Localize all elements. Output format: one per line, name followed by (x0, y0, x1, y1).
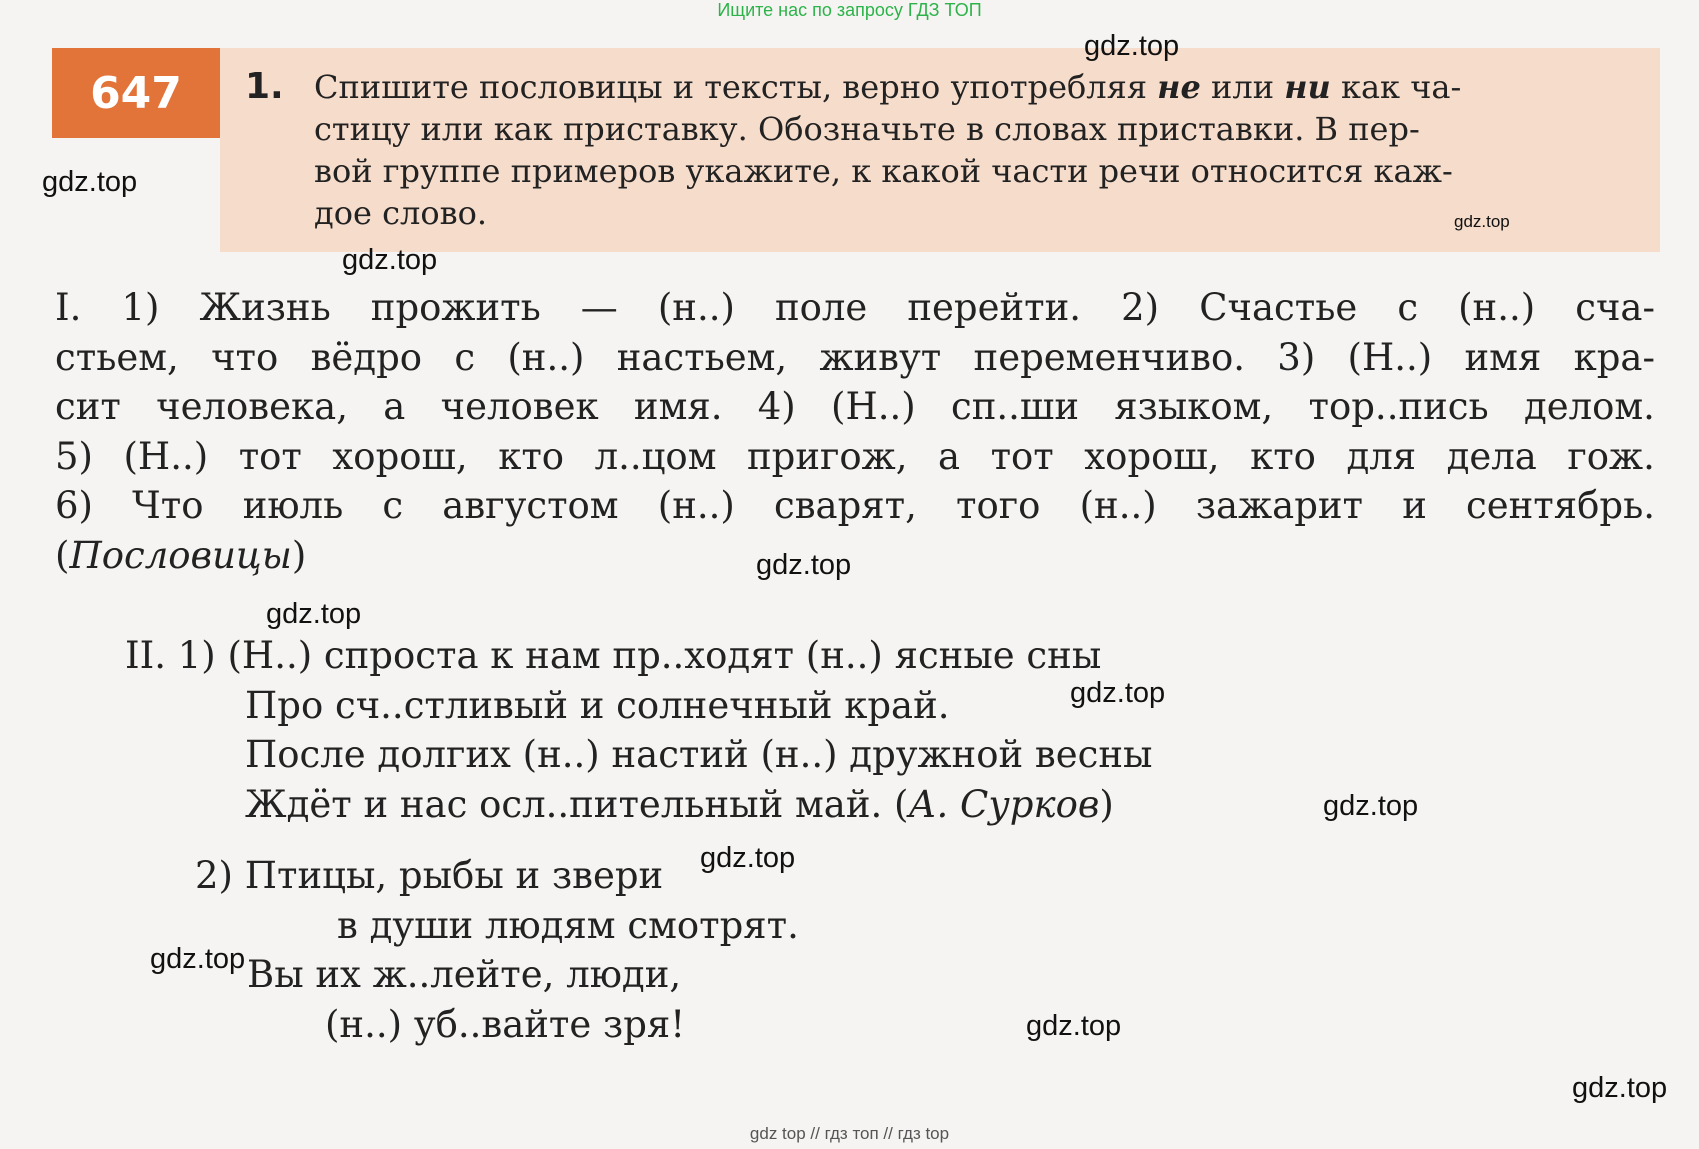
poem1-author: А. Сурков (908, 782, 1100, 826)
word: сентябрь. (1466, 484, 1655, 527)
word: (н..) (1079, 484, 1157, 527)
watermark: gdz.top (42, 166, 138, 198)
word: вёдро (310, 335, 423, 379)
task-line-2: стицу или как приставку. Обозначьте в словах приставки. В пер- (314, 110, 1420, 148)
poem1-line-3: После долгих (н..) настий (н..) дружной весны (245, 733, 1153, 776)
word: человека, (156, 385, 348, 428)
word: пригож, (747, 434, 908, 478)
word: с (1397, 286, 1419, 329)
watermark: gdz.top (756, 549, 852, 581)
exercise-number-badge: 647 (52, 48, 220, 138)
watermark: gdz.top (1084, 30, 1180, 62)
word: тот (238, 434, 302, 478)
word: стьем, (55, 335, 179, 379)
proverb-line-5 (55, 481, 1655, 531)
word: зажарит (1195, 484, 1364, 527)
word: Счастье (1199, 286, 1358, 329)
poem2-line-2: в души людям смотрят. (337, 903, 799, 947)
word: человек (440, 385, 599, 428)
word: гож. (1567, 434, 1655, 478)
word: (н..) (1458, 286, 1536, 329)
word: сит (55, 385, 121, 428)
watermark: gdz.top (700, 842, 796, 874)
task-instruction (314, 66, 1634, 234)
task-line-3: вой группе примеров укажите, к какой части речи относится каж- (314, 152, 1453, 190)
word: кра- (1573, 335, 1655, 379)
word: 4) (757, 385, 796, 428)
word: кто (498, 434, 565, 478)
word: 5) (55, 434, 93, 478)
word: (Н..) (1347, 335, 1433, 379)
word: сча- (1575, 286, 1655, 329)
watermark: gdz.top (1070, 677, 1166, 709)
word: имя (1464, 335, 1542, 379)
word: имя. (633, 385, 723, 428)
word: Жизнь (199, 286, 331, 329)
watermark: gdz.top (150, 943, 246, 975)
word: с (454, 335, 476, 379)
task-marker: 1. (245, 66, 284, 107)
word: делом. (1523, 385, 1655, 428)
proverb-line-1 (55, 283, 1655, 333)
proverb-line-3 (55, 382, 1655, 432)
poem1-line-4: Ждёт и нас осл..пительный май. (А. Сурков) (245, 782, 1114, 826)
word: (Н..) (831, 385, 916, 428)
watermark: gdz.top (1572, 1072, 1668, 1104)
word: (н..) (657, 286, 735, 329)
word: настьем, (616, 335, 788, 379)
word: (Н..) (123, 434, 209, 478)
task-line-1: Спишите пословицы и тексты, верно употребляя не или ни как ча- (314, 68, 1462, 106)
word: 2) (1121, 286, 1160, 329)
word: сп..ши (951, 385, 1079, 428)
word: Что (132, 484, 204, 527)
word: что (211, 335, 279, 379)
word: языком, (1114, 385, 1274, 428)
word: хорош, (1084, 434, 1220, 478)
word: с (382, 484, 404, 527)
word: переменчиво. (973, 335, 1245, 379)
word: тот (990, 434, 1054, 478)
word: (н..) (507, 335, 585, 379)
poem1-line-2: Про сч..стливый и солнечный край. (245, 683, 950, 727)
word: 6) (55, 484, 93, 527)
word: 3) (1277, 335, 1316, 379)
poem1-line-1: II. 1) (Н..) спроста к нам пр..ходят (н..) ясные сны (125, 634, 1102, 677)
bottom-links[interactable]: gdz top // гдз топ // гдз top (749, 1124, 950, 1143)
word: тор..пись (1308, 385, 1489, 428)
word: кто (1250, 434, 1316, 478)
section-1-proverbs (55, 283, 1655, 580)
word: сварят, (774, 484, 917, 527)
word: л..цом (594, 434, 717, 478)
poem2-line-4: (н..) уб..вайте зря! (325, 1002, 686, 1046)
watermark: gdz.top (266, 598, 362, 630)
watermark: gdz.top (1026, 1010, 1122, 1042)
watermark: gdz.top (1454, 212, 1510, 231)
word: хорош, (332, 434, 468, 478)
word: перейти. (907, 286, 1082, 329)
word: (н..) (657, 484, 735, 527)
word: и (1402, 484, 1427, 527)
word: 1) (121, 286, 160, 329)
word: а (937, 434, 961, 478)
top-search-hint[interactable]: Ищите нас по запросу ГДЗ ТОП (717, 0, 982, 20)
word: I. (55, 286, 82, 329)
proverb-line-4 (55, 432, 1655, 482)
proverb-line-2 (55, 333, 1655, 383)
poem2-line-3: Вы их ж..лейте, люди, (247, 953, 682, 996)
word: поле (774, 286, 868, 329)
task-line-4: дое слово. (314, 194, 488, 232)
word: дела (1446, 434, 1537, 478)
word: того (956, 484, 1041, 527)
section-2-prefix: II. 1) (125, 634, 216, 677)
word: июль (242, 484, 344, 527)
word: — (580, 286, 618, 329)
poem2-line-1: 2) Птицы, рыбы и звери (195, 854, 664, 897)
watermark: gdz.top (342, 244, 438, 276)
word: а (383, 385, 406, 428)
proverb-source: ( Пословицы ) (55, 533, 307, 577)
word: прожить (370, 286, 541, 329)
watermark: gdz.top (1323, 790, 1419, 822)
word: для (1346, 434, 1417, 478)
section-2-poems (125, 631, 1425, 1049)
word: живут (819, 335, 942, 379)
word: августом (442, 484, 619, 527)
